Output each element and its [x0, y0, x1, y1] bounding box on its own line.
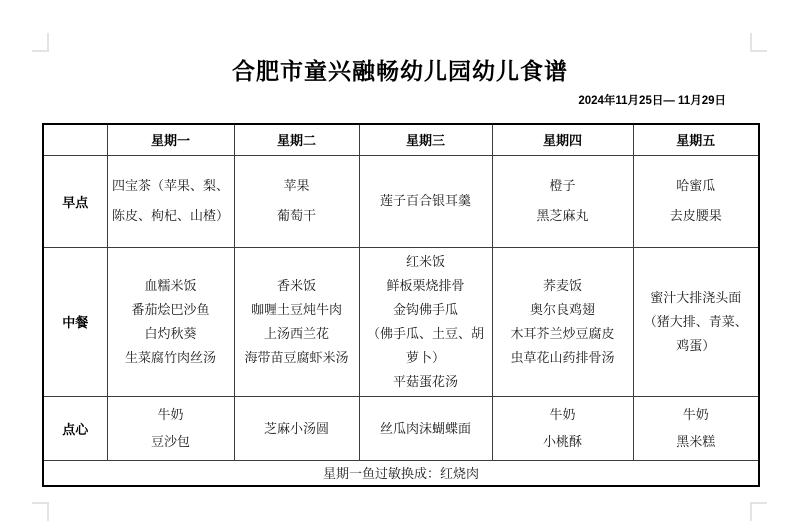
menu-item: 金钩佛手瓜 [392, 301, 458, 317]
snack-row [43, 396, 759, 460]
menu-item: 哈蜜瓜 [676, 178, 716, 193]
breakfast-row [43, 155, 759, 247]
menu-item: 黑米糕 [676, 434, 716, 449]
corner-mark-bottom-right [750, 502, 767, 521]
menu-item: 萝卜） [405, 349, 445, 365]
menu-item: 苹果 [283, 178, 310, 193]
corner-mark-bottom-left [32, 502, 49, 521]
cell-lunch-wednesday [359, 247, 492, 396]
date-range: 2024年11月25日— 11月29日 [578, 95, 726, 107]
menu-item: 木耳芥兰炒豆腐皮 [510, 325, 615, 341]
menu-item: 香米饭 [276, 277, 316, 293]
header-friday: 星期五 [633, 124, 759, 155]
menu-item: 芝麻小汤圆 [263, 420, 329, 436]
snack-row-label: 点心 [43, 396, 107, 460]
menu-table [42, 123, 760, 487]
header-corner-cell [43, 124, 107, 155]
menu-item: 四宝茶（苹果、梨、 [111, 178, 229, 193]
corner-mark-top-left [32, 33, 49, 52]
menu-item: 咖喱土豆炖牛肉 [250, 301, 342, 317]
cell-snack-tuesday [234, 396, 359, 460]
menu-item: 荞麦饭 [542, 277, 582, 293]
menu-item: 陈皮、枸杞、山楂） [111, 208, 229, 223]
table-header-row [43, 124, 759, 155]
menu-item: 黑芝麻丸 [536, 208, 589, 223]
menu-item: 鲜板栗烧排骨 [386, 277, 465, 293]
menu-item: 葡萄干 [276, 208, 316, 223]
header-thursday: 星期四 [492, 124, 633, 155]
cell-snack-monday [107, 396, 234, 460]
menu-item: 番茄烩巴沙鱼 [131, 301, 210, 317]
corner-mark-top-right [750, 33, 767, 52]
cell-breakfast-tuesday [234, 155, 359, 247]
menu-item: 平菇蛋花汤 [392, 373, 458, 389]
menu-item: 海带苗豆腐虾米汤 [244, 349, 349, 365]
menu-item: 橙子 [549, 178, 576, 193]
menu-item: 牛奶 [682, 407, 709, 422]
menu-item: 牛奶 [549, 407, 576, 422]
menu-item: 豆沙包 [150, 434, 190, 449]
menu-item: （佛手瓜、土豆、胡 [366, 325, 484, 341]
menu-item: 上汤西兰花 [263, 325, 329, 341]
cell-snack-friday [633, 396, 759, 460]
header-tuesday: 星期二 [234, 124, 359, 155]
menu-item: 红米饭 [405, 253, 445, 269]
lunch-row-label: 中餐 [43, 247, 107, 396]
cell-lunch-tuesday [234, 247, 359, 396]
menu-item: 血糯米饭 [144, 277, 197, 293]
footnote-row [43, 460, 759, 486]
menu-item: 鸡蛋） [676, 337, 716, 353]
cell-breakfast-thursday [492, 155, 633, 247]
menu-item: 奥尔良鸡翅 [529, 301, 595, 317]
header-monday: 星期一 [107, 124, 234, 155]
lunch-row [43, 247, 759, 396]
menu-item: 小桃酥 [542, 434, 582, 449]
cell-breakfast-monday [107, 155, 234, 247]
cell-breakfast-friday [633, 155, 759, 247]
menu-item: （猪大排、青菜、 [643, 313, 748, 329]
menu-item: 生菜腐竹肉丝汤 [124, 349, 216, 365]
page-title: 合肥市童兴融畅幼儿园幼儿食谱 [232, 58, 568, 84]
cell-snack-wednesday [359, 396, 492, 460]
menu-item: 去皮腰果 [669, 208, 722, 223]
header-wednesday: 星期三 [359, 124, 492, 155]
cell-lunch-friday [633, 247, 759, 396]
menu-item: 丝瓜肉沫蝴蝶面 [379, 420, 471, 436]
allergy-note: 星期一鱼过敏换成：红烧肉 [43, 460, 759, 486]
cell-breakfast-wednesday [359, 155, 492, 247]
cell-lunch-monday [107, 247, 234, 396]
breakfast-row-label: 早点 [43, 155, 107, 247]
menu-item: 虫草花山药排骨汤 [510, 349, 615, 365]
menu-item: 蜜汁大排浇头面 [650, 289, 742, 305]
menu-item: 莲子百合银耳羹 [379, 193, 471, 208]
cell-lunch-thursday [492, 247, 633, 396]
menu-item: 白灼秋葵 [144, 325, 197, 341]
cell-snack-thursday [492, 396, 633, 460]
menu-item: 牛奶 [157, 407, 184, 422]
